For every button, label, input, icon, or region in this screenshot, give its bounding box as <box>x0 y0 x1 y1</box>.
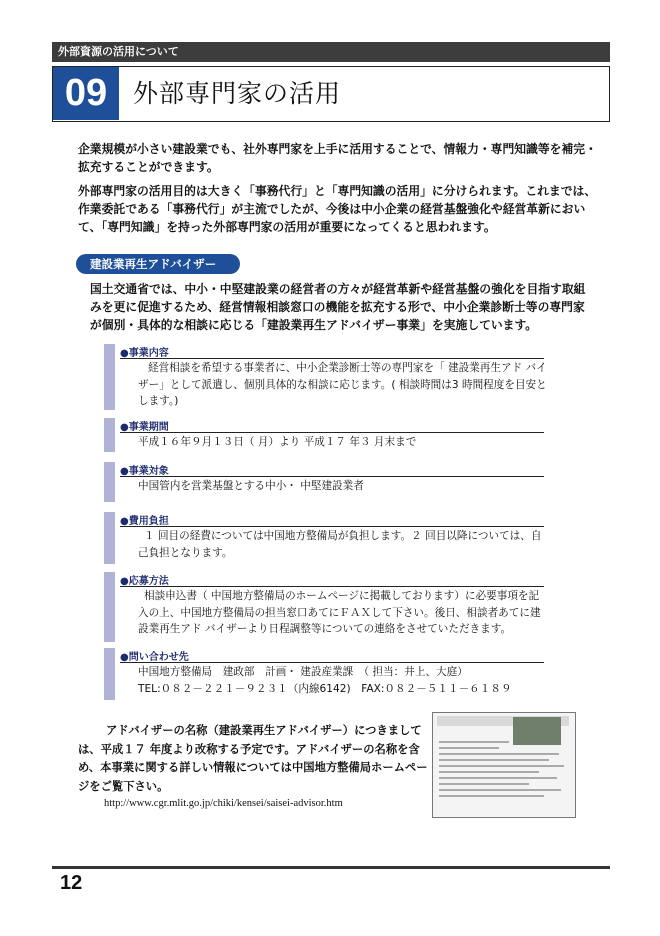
section-body: １ 回目の経費については中国地方整備局が負担します。２ 回目以降については、自己負担となります。 <box>138 530 542 559</box>
intro-paragraph-2: 外部専門家の活用目的は大きく「事務代行」と「専門知識の活用」に分けられます。これまでは、作業委託である「事務代行」が主流でしたが、今後は中小企業の経営基盤強化や経営革新において、「専門知識」を持った外部専門家の活用が重要になってくると思われます。 <box>78 184 597 234</box>
section-application-method <box>104 572 550 642</box>
section-heading: ●事業期間 <box>120 418 544 433</box>
page-title: 外部専門家の活用 <box>133 79 342 108</box>
section-cost-burden <box>104 512 550 564</box>
section-marker-bar <box>104 462 115 502</box>
page-number: 12 <box>60 872 83 894</box>
contact-phone-fax: TEL:０８２－２２１－９２３１（内線6142) FAX:０８２－５１１－６１８９ <box>138 682 512 695</box>
section-heading: ●問い合わせ先 <box>120 648 544 663</box>
intro-paragraph-1: 企業規模が小さい建設業でも、社外専門家を上手に活用することで、情報力・専門知識等を補完・拡充することができます。 <box>78 142 597 174</box>
contact-department: 中国地方整備局 建政部 計画・ 建設産業課 （ 担当：井上、大庭） <box>138 666 468 678</box>
section-marker-bar <box>104 512 115 564</box>
section-marker-bar <box>104 648 115 700</box>
section-contact <box>104 648 550 700</box>
bottom-paragraph: アドバイザーの名称（建設業再生アドバイザー）につきましては、平成１７ 年度より改称する予定です。アドバイザーの名称を含め、本事業に関する詳しい情報については中国地方整備局ホームページをご覧下さい。 <box>78 724 428 793</box>
section-body: 経営相談を希望する事業者に、中小企業診断士等の専門家を「 建設業再生アド バイザー」として派遣し、個別具体的な相談に応じます。( 相談時間は3 時間程度を目安とします。) <box>138 362 547 407</box>
section-business-content <box>104 344 550 410</box>
section-heading: ●費用負担 <box>120 512 544 527</box>
reference-url: http://www.cgr.mlit.go.jp/chiki/kensei/saisei-advisor.htm <box>104 798 343 809</box>
thumbnail-text-lines <box>439 737 569 801</box>
chapter-number: 09 <box>53 67 119 120</box>
section-body: 中国管内を営業基盤とする中小・ 中堅建設業者 <box>138 480 364 492</box>
section-marker-bar <box>104 418 115 452</box>
section-heading: ●応募方法 <box>120 572 544 587</box>
section-body: 相談申込書（ 中国地方整備局のホームページに掲載しております）に必要事項を記入の上、中国地方整備局の担当窓口あてにＦＡＸして下さい。後日、相談者あてに建設業再生アド バイザーより日程調整等についての連絡をさせていただきます。 <box>138 590 541 635</box>
section-business-period <box>104 418 550 452</box>
footer-rule <box>52 866 610 869</box>
section-label: 外部資源の活用について <box>58 45 179 58</box>
website-screenshot-thumbnail <box>432 712 576 818</box>
section-marker-bar <box>104 572 115 642</box>
section-heading: ●事業内容 <box>120 344 544 359</box>
section-marker-bar <box>104 344 115 410</box>
section-header-bar <box>52 42 610 62</box>
section-body: 平成１６年９月１３日（ 月）より 平成１７ 年３ 月末まで <box>138 436 417 448</box>
advisor-heading-pill: 建設業再生アドバイザー <box>76 254 240 274</box>
section-body <box>138 664 548 697</box>
title-box <box>52 66 610 122</box>
section-heading: ●事業対象 <box>120 462 544 477</box>
section-business-target <box>104 462 550 502</box>
advisor-paragraph: 国土交通省では、中小・中堅建設業の経営者の方々が経営革新や経営基盤の強化を目指す取組みを更に促進するため、経営情報相談窓口の機能を拡充する形で、中小企業診断士等の専門家が個別・具体的な相談に応じる「建設業再生アドバイザー事業」を実施しています。 <box>90 282 586 332</box>
